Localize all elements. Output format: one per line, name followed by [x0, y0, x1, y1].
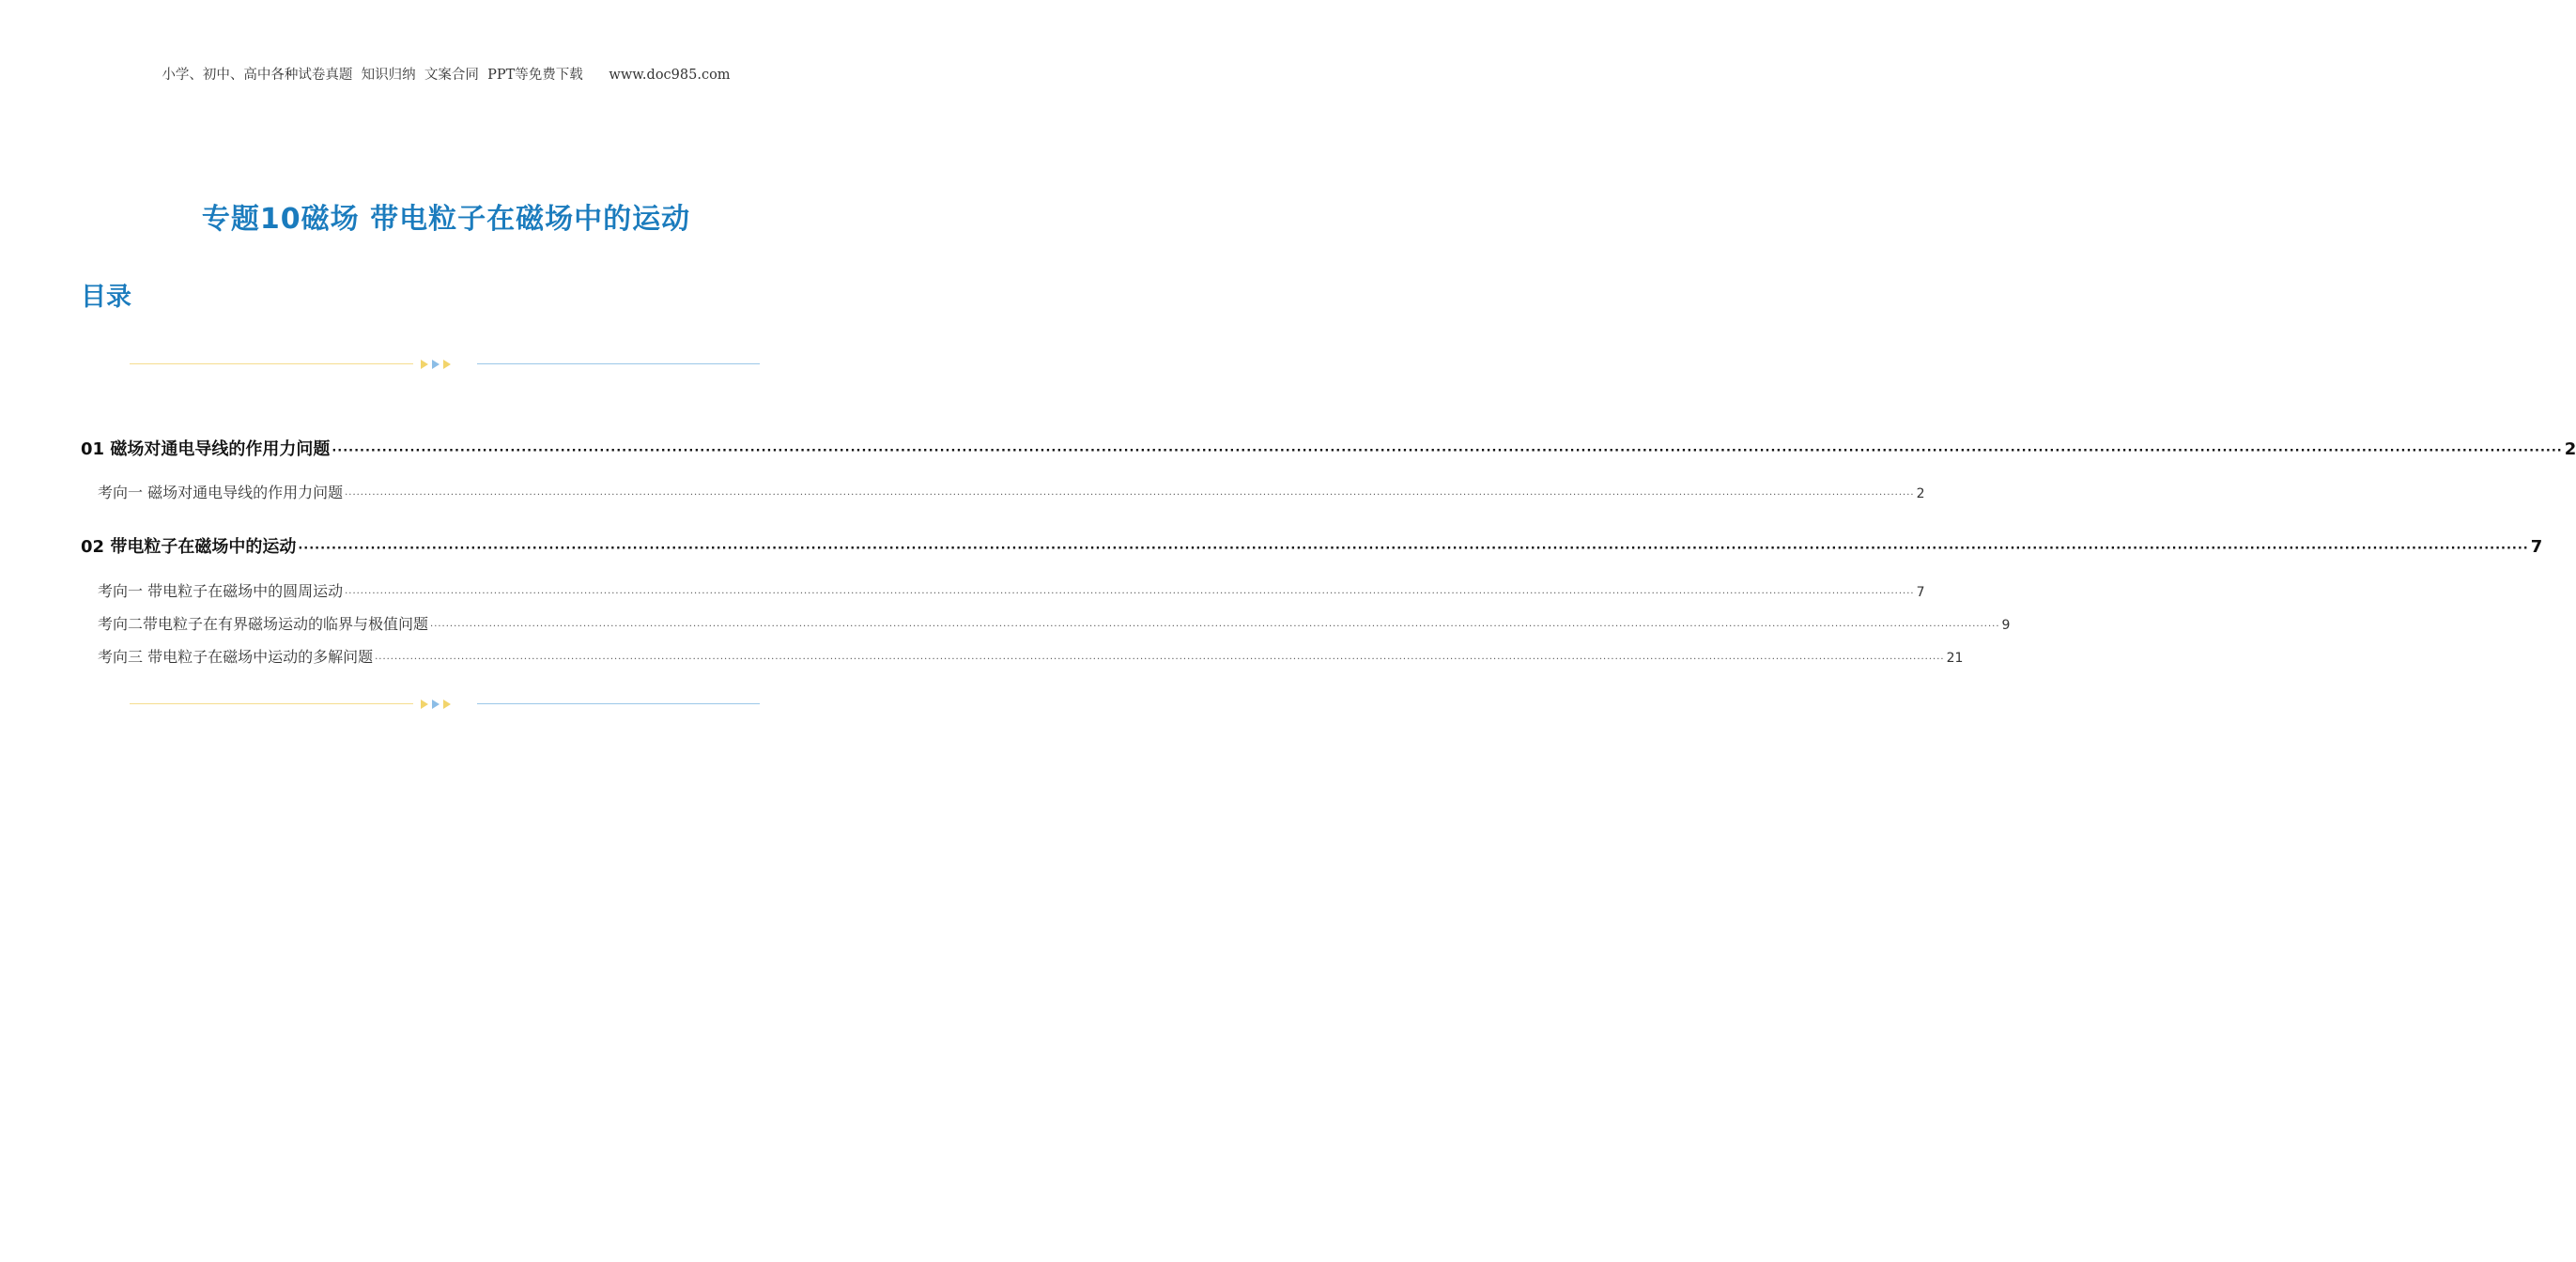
toc-entry-label: 01 磁场对通电导线的作用力问题 [81, 439, 331, 459]
toc-leader-dots: ················································································································································································································································································································································································································ [375, 654, 1945, 665]
divider-bottom [0, 699, 892, 710]
toc-heading: 目录 [81, 283, 131, 312]
toc-leader-dots: ················································································································································································································································································································································································································ [298, 542, 2529, 556]
toc-entry-page: 9 [2001, 618, 2011, 633]
divider-left-line [130, 363, 413, 364]
toc-entry-subsection[interactable] [81, 579, 1925, 601]
toc-entry-label: 考向二带电粒子在有界磁场运动的临界与极值问题 [98, 615, 429, 633]
toc-entry-label: 考向一 磁场对通电导线的作用力问题 [98, 484, 344, 501]
toc-entry-subsection[interactable] [81, 481, 1925, 502]
triple-arrow-icon [419, 699, 456, 710]
triple-arrow-icon [419, 359, 456, 370]
toc-entry-page: 2 [1916, 486, 1925, 501]
toc-entry-label: 02 带电粒子在磁场中的运动 [81, 537, 297, 557]
divider-right-line [477, 363, 760, 364]
toc-entry-page: 7 [1916, 585, 1925, 600]
divider-right-line [477, 703, 760, 704]
toc-leader-dots: ················································································································································································································································································································································································································ [345, 490, 1915, 500]
toc-entry-page: 2 [2564, 439, 2576, 459]
toc-leader-dots: ················································································································································································································································································································································································································ [345, 589, 1915, 599]
divider-left-line [130, 703, 413, 704]
document-title: 专题10磁场 带电粒子在磁场中的运动 [201, 203, 691, 236]
toc-entry-page: 21 [1946, 651, 1964, 666]
page-header-text: 小学、初中、高中各种试卷真题 知识归纳 文案合同 PPT等免费下载 www.doc985.com [162, 68, 731, 83]
toc-entry-subsection[interactable] [81, 645, 1964, 667]
toc-entry-label: 考向三 带电粒子在磁场中运动的多解问题 [98, 648, 374, 666]
toc-leader-dots: ················································································································································································································································································································································································································ [332, 444, 2563, 458]
toc-entry-subsection[interactable] [81, 612, 2011, 634]
toc-leader-dots: ················································································································································································································································································································································································································ [430, 622, 2000, 632]
toc-entry-section-1[interactable] [81, 436, 2576, 460]
toc-entry-page: 7 [2530, 537, 2543, 557]
toc-entry-label: 考向一 带电粒子在磁场中的圆周运动 [98, 582, 344, 600]
divider-top [0, 359, 892, 370]
toc-entry-section-2[interactable] [81, 533, 2543, 558]
